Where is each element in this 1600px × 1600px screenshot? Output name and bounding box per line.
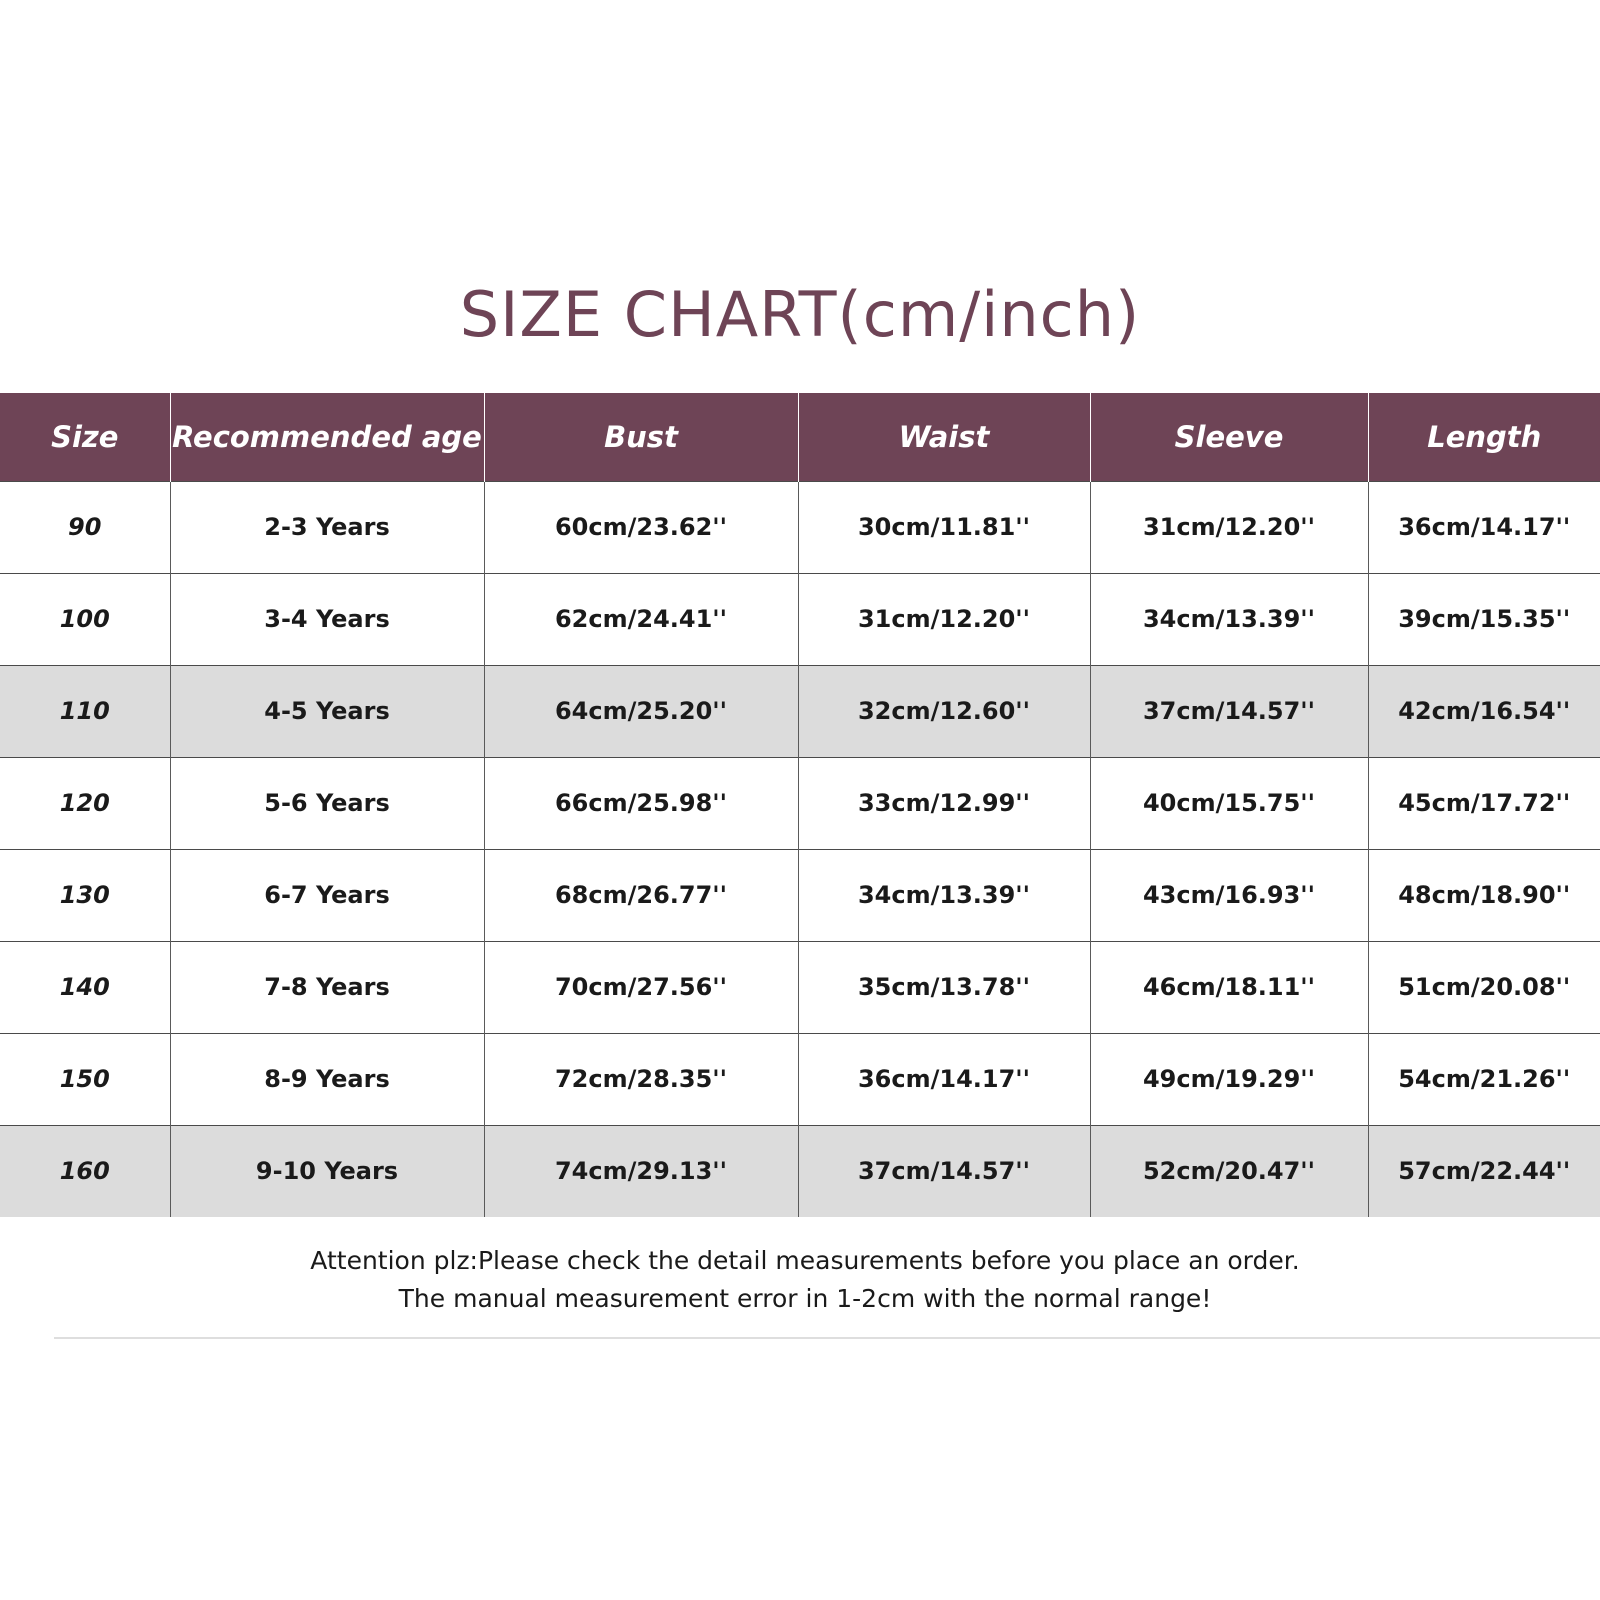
bust-cell: 62cm/24.41'' (484, 573, 798, 665)
length-cell: 57cm/22.44'' (1398, 1157, 1571, 1186)
sleeve-cell: 43cm/16.93'' (1090, 849, 1368, 941)
age-cell: 4-5 Years (170, 665, 484, 757)
waist-cell: 36cm/14.17'' (798, 1033, 1090, 1125)
size-cell: 120 (0, 757, 170, 849)
table-row (0, 849, 1600, 941)
size-cell: 130 (0, 849, 170, 941)
table-row (0, 1033, 1600, 1125)
sleeve-cell: 46cm/18.11'' (1090, 941, 1368, 1033)
waist-cell: 33cm/12.99'' (798, 757, 1090, 849)
age-cell: 5-6 Years (170, 757, 484, 849)
age-cell: 9-10 Years (170, 1125, 484, 1217)
page-title: SIZE CHART(cm/inch) (459, 278, 1141, 351)
waist-cell: 37cm/14.57'' (798, 1125, 1090, 1217)
bust-cell: 70cm/27.56'' (484, 941, 798, 1033)
bust-cell: 72cm/28.35'' (484, 1033, 798, 1125)
age-cell: 7-8 Years (170, 941, 484, 1033)
size-cell: 160 (0, 1125, 170, 1217)
bust-cell: 68cm/26.77'' (484, 849, 798, 941)
length-cell: 45cm/17.72'' (1398, 789, 1571, 817)
waist-cell: 35cm/13.78'' (798, 941, 1090, 1033)
sleeve-cell: 34cm/13.39'' (1090, 573, 1368, 665)
age-cell: 3-4 Years (170, 573, 484, 665)
length-cell: 54cm/21.26'' (1398, 1065, 1571, 1093)
bust-cell: 66cm/25.98'' (484, 757, 798, 849)
attention-note: Attention plz:Please check the detail measurements before you place an order. (310, 1246, 1300, 1275)
size-cell: 100 (0, 573, 170, 665)
bottom-divider (54, 1337, 1600, 1339)
size-cell: 90 (0, 481, 170, 573)
measurement-error-note: The manual measurement error in 1-2cm with the normal range! (398, 1284, 1212, 1313)
header-length: Length (1427, 419, 1542, 454)
size-cell: 150 (0, 1033, 170, 1125)
bust-cell: 74cm/29.13'' (484, 1125, 798, 1217)
waist-cell: 30cm/11.81'' (798, 481, 1090, 573)
size-chart-table (0, 393, 1600, 1217)
sleeve-cell: 52cm/20.47'' (1090, 1125, 1368, 1217)
waist-cell: 32cm/12.60'' (798, 665, 1090, 757)
size-cell: 110 (0, 665, 170, 757)
length-cell: 48cm/18.90'' (1398, 881, 1571, 909)
table-row (0, 757, 1600, 849)
table-row (0, 481, 1600, 573)
length-cell: 39cm/15.35'' (1398, 605, 1571, 633)
table-header-row (0, 393, 1600, 481)
table-row (0, 573, 1600, 665)
length-cell: 36cm/14.17'' (1398, 513, 1571, 541)
waist-cell: 34cm/13.39'' (798, 849, 1090, 941)
sleeve-cell: 40cm/15.75'' (1090, 757, 1368, 849)
table-row (0, 1125, 1600, 1217)
table-row (0, 665, 1600, 757)
length-cell: 51cm/20.08'' (1398, 973, 1571, 1001)
length-cell: 42cm/16.54'' (1398, 697, 1571, 725)
header-bust: Bust (484, 393, 798, 481)
header-waist: Waist (798, 393, 1090, 481)
age-cell: 6-7 Years (170, 849, 484, 941)
bust-cell: 60cm/23.62'' (484, 481, 798, 573)
header-sleeve: Sleeve (1090, 393, 1368, 481)
bust-cell: 64cm/25.20'' (484, 665, 798, 757)
sleeve-cell: 37cm/14.57'' (1090, 665, 1368, 757)
waist-cell: 31cm/12.20'' (798, 573, 1090, 665)
table-row (0, 941, 1600, 1033)
sleeve-cell: 49cm/19.29'' (1090, 1033, 1368, 1125)
age-cell: 8-9 Years (170, 1033, 484, 1125)
age-cell: 2-3 Years (170, 481, 484, 573)
size-cell: 140 (0, 941, 170, 1033)
sleeve-cell: 31cm/12.20'' (1090, 481, 1368, 573)
header-recommended-age: Recommended age (170, 393, 484, 481)
header-size: Size (0, 393, 170, 481)
